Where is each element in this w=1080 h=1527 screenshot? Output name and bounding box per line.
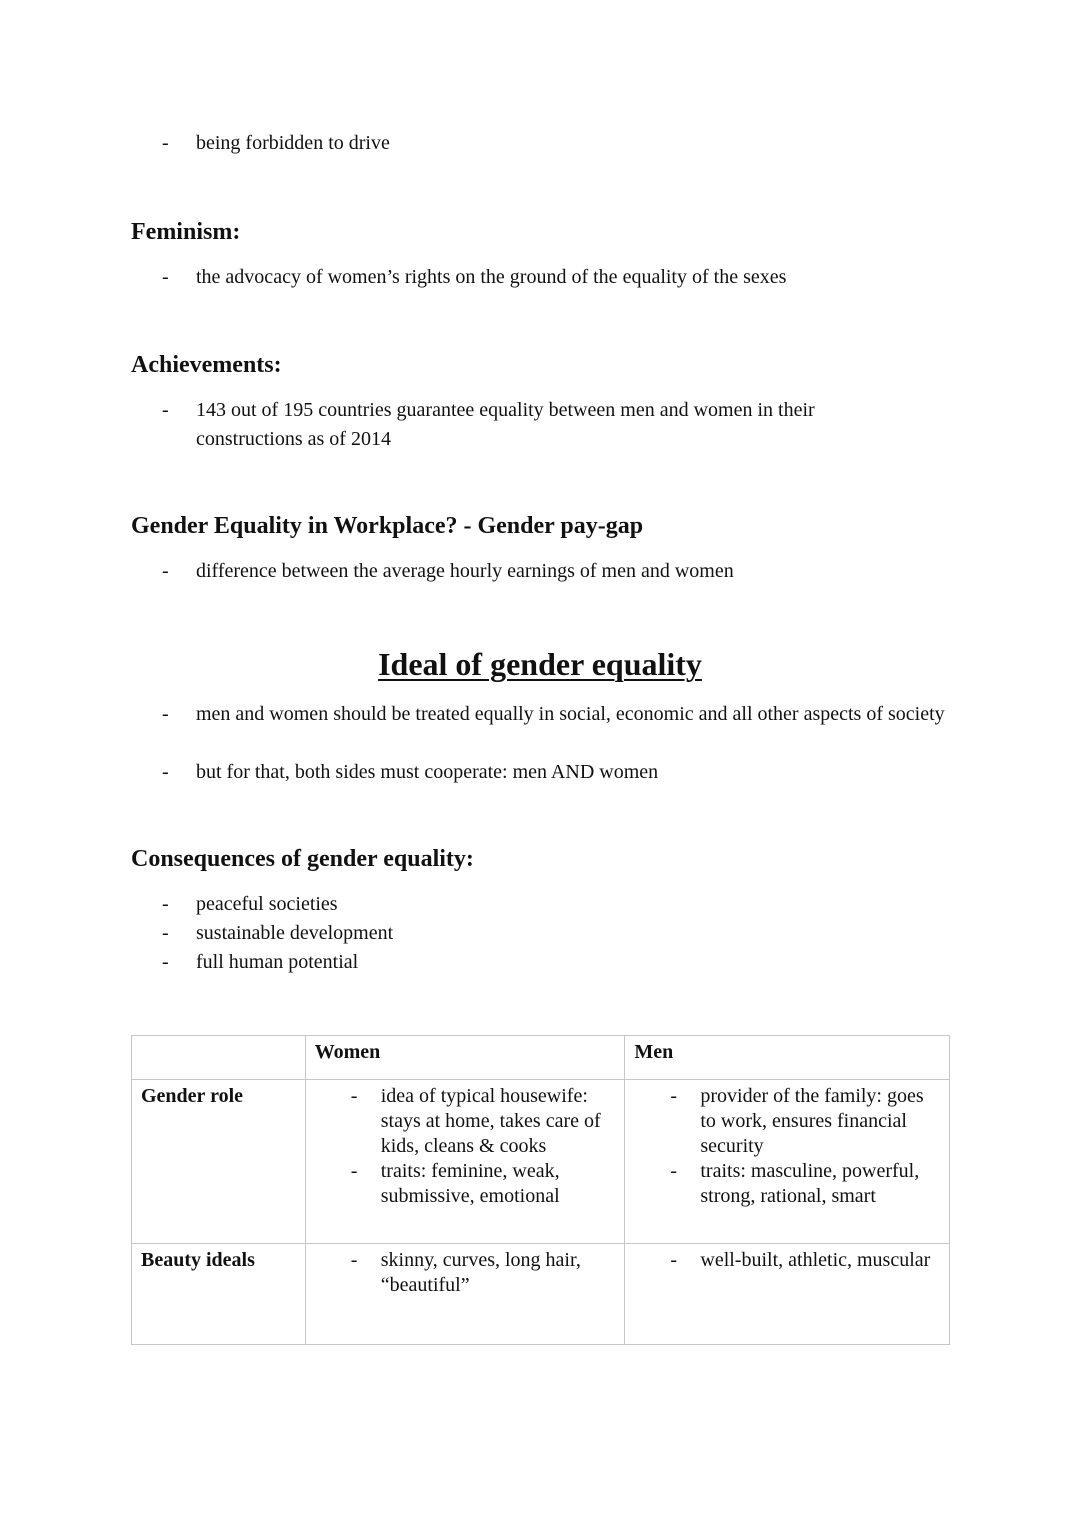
bullet-dash: -	[670, 1160, 678, 1182]
section-heading-consequences: Consequences of gender equality:	[131, 846, 474, 872]
section-heading-feminism: Feminism:	[131, 219, 241, 245]
bullet-dash: -	[162, 761, 169, 783]
bullet-text: but for that, both sides must cooperate: men AND women	[196, 761, 659, 783]
bullet-dash: -	[350, 1160, 358, 1182]
cell-text: traits: masculine, powerful, strong, rational, smart	[700, 1160, 920, 1207]
bullet-dash: -	[350, 1085, 358, 1107]
table-cell-women	[305, 1080, 625, 1244]
table-header-row	[132, 1036, 950, 1080]
section-heading-achievements: Achievements:	[131, 352, 282, 378]
cell-list-item	[634, 1248, 940, 1273]
table-header-men: Men	[625, 1036, 950, 1080]
cell-list-item	[634, 1159, 940, 1209]
cell-text: skinny, curves, long hair, “beautiful”	[380, 1249, 581, 1296]
table-row	[132, 1244, 950, 1345]
comparison-table	[131, 1035, 950, 1345]
bullet-text: men and women should be treated equally in social, economic and all other aspects of society	[196, 703, 945, 725]
cell-list-item	[315, 1248, 616, 1298]
page-title: Ideal of gender equality	[378, 646, 702, 682]
table-cell-women	[305, 1244, 625, 1345]
bullet-dash: -	[670, 1085, 678, 1107]
bullet-dash: -	[350, 1249, 358, 1271]
table-cell-men	[625, 1244, 950, 1345]
table-header-women: Women	[305, 1036, 625, 1080]
table-header-cell	[132, 1036, 306, 1080]
bullet-text: being forbidden to drive	[196, 132, 390, 154]
cell-text: provider of the family: goes to work, ensures financial security	[700, 1085, 924, 1157]
cell-list-item	[315, 1084, 616, 1159]
cell-text: traits: feminine, weak, submissive, emotional	[380, 1160, 560, 1207]
bullet-text: difference between the average hourly earnings of men and women	[196, 560, 734, 582]
bullet-dash: -	[162, 399, 169, 421]
bullet-dash: -	[162, 922, 169, 944]
bullet-dash: -	[162, 132, 169, 154]
bullet-text: peaceful societies	[196, 893, 338, 915]
cell-list-item	[315, 1159, 616, 1209]
bullet-dash: -	[162, 703, 169, 725]
bullet-dash: -	[162, 560, 169, 582]
bullet-text: full human potential	[196, 951, 359, 973]
cell-text: idea of typical housewife: stays at home, takes care of kids, cleans & cooks	[380, 1085, 601, 1157]
row-label: Beauty ideals	[132, 1244, 306, 1345]
bullet-text: the advocacy of women’s rights on the ground of the equality of the sexes	[196, 266, 787, 288]
bullet-dash: -	[162, 951, 169, 973]
table-row	[132, 1080, 950, 1244]
bullet-dash: -	[670, 1249, 678, 1271]
cell-list-item	[634, 1084, 940, 1159]
cell-text: well-built, athletic, muscular	[700, 1249, 931, 1271]
bullet-dash: -	[162, 266, 169, 288]
table-cell-men	[625, 1080, 950, 1244]
bullet-text: 143 out of 195 countries guarantee equality between men and women in their constructions as of 2014	[196, 399, 815, 450]
section-heading-workplace: Gender Equality in Workplace? - Gender pay-gap	[131, 513, 644, 539]
bullet-dash: -	[162, 893, 169, 915]
row-label: Gender role	[132, 1080, 306, 1244]
bullet-text: sustainable development	[196, 922, 394, 944]
